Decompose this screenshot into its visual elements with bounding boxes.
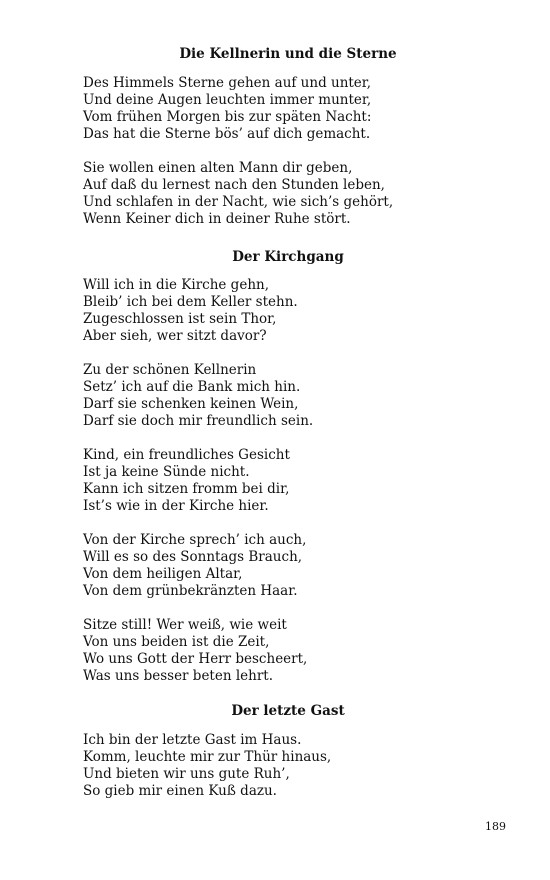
poem-line: Kann ich sitzen fromm bei dir, [83,481,290,497]
poem-line: Zu der schönen Kellnerin [83,362,257,378]
page-number: 189 [485,820,506,833]
poem-line: Von dem grünbekränzten Haar. [83,583,298,599]
poem-line: Von dem heiligen Altar, [83,566,243,582]
poem-line: Sie wollen einen alten Mann dir geben, [83,160,353,176]
stanza [83,75,483,143]
poem-line: Ist ja keine Sünde nicht. [83,464,250,480]
poem-kellnerin-und-sterne [83,46,483,228]
poem-der-letzte-gast [83,703,483,800]
poem-line: Sitze still! Wer weiß, wie weit [83,617,287,633]
poem-line: Auf daß du lernest nach den Stunden leben, [83,177,385,193]
poem-line: Was uns besser beten lehrt. [83,668,274,684]
poem-title: Die Kellnerin und die Sterne [179,46,397,62]
poem-der-kirchgang [83,249,483,685]
stanza [83,732,483,800]
poem-line: Bleib’ ich bei dem Keller stehn. [83,294,298,310]
poem-line: Wenn Keiner dich in deiner Ruhe stört. [83,211,351,227]
stanza [83,447,483,515]
poem-line: Komm, leuchte mir zur Thür hinaus, [83,749,332,765]
poem-line: Wo uns Gott der Herr bescheert, [83,651,308,667]
poem-title: Der letzte Gast [231,703,345,719]
poem-line: Darf sie doch mir freundlich sein. [83,413,314,429]
poem-line: Setz’ ich auf die Bank mich hin. [83,379,301,395]
poem-line: Will es so des Sonntags Brauch, [83,549,303,565]
poem-line: Ist’s wie in der Kirche hier. [83,498,269,514]
poem-line: Zugeschlossen ist sein Thor, [83,311,277,327]
poem-line: Darf sie schenken keinen Wein, [83,396,299,412]
poem-line: Von uns beiden ist die Zeit, [83,634,270,650]
stanza [83,617,483,685]
poem-line: Des Himmels Sterne gehen auf und unter, [83,75,372,91]
poem-line: Ich bin der letzte Gast im Haus. [83,732,302,748]
poem-line: Vom frühen Morgen bis zur späten Nacht: [83,109,372,125]
poem-line: Und schlafen in der Nacht, wie sich’s gehört, [83,194,394,210]
stanza [83,160,483,228]
poem-title: Der Kirchgang [232,249,344,265]
poem-line: Und bieten wir uns gute Ruh’, [83,766,290,782]
poem-line: Will ich in die Kirche gehn, [83,277,269,293]
poem-line: So gieb mir einen Kuß dazu. [83,783,277,799]
stanza [83,362,483,430]
stanza [83,277,483,345]
stanza [83,532,483,600]
poem-line: Das hat die Sterne bös’ auf dich gemacht. [83,126,371,142]
poem-line: Kind, ein freundliches Gesicht [83,447,290,463]
poem-line: Und deine Augen leuchten immer munter, [83,92,372,108]
poem-line: Von der Kirche sprech’ ich auch, [83,532,307,548]
poem-line: Aber sieh, wer sitzt davor? [83,328,267,344]
